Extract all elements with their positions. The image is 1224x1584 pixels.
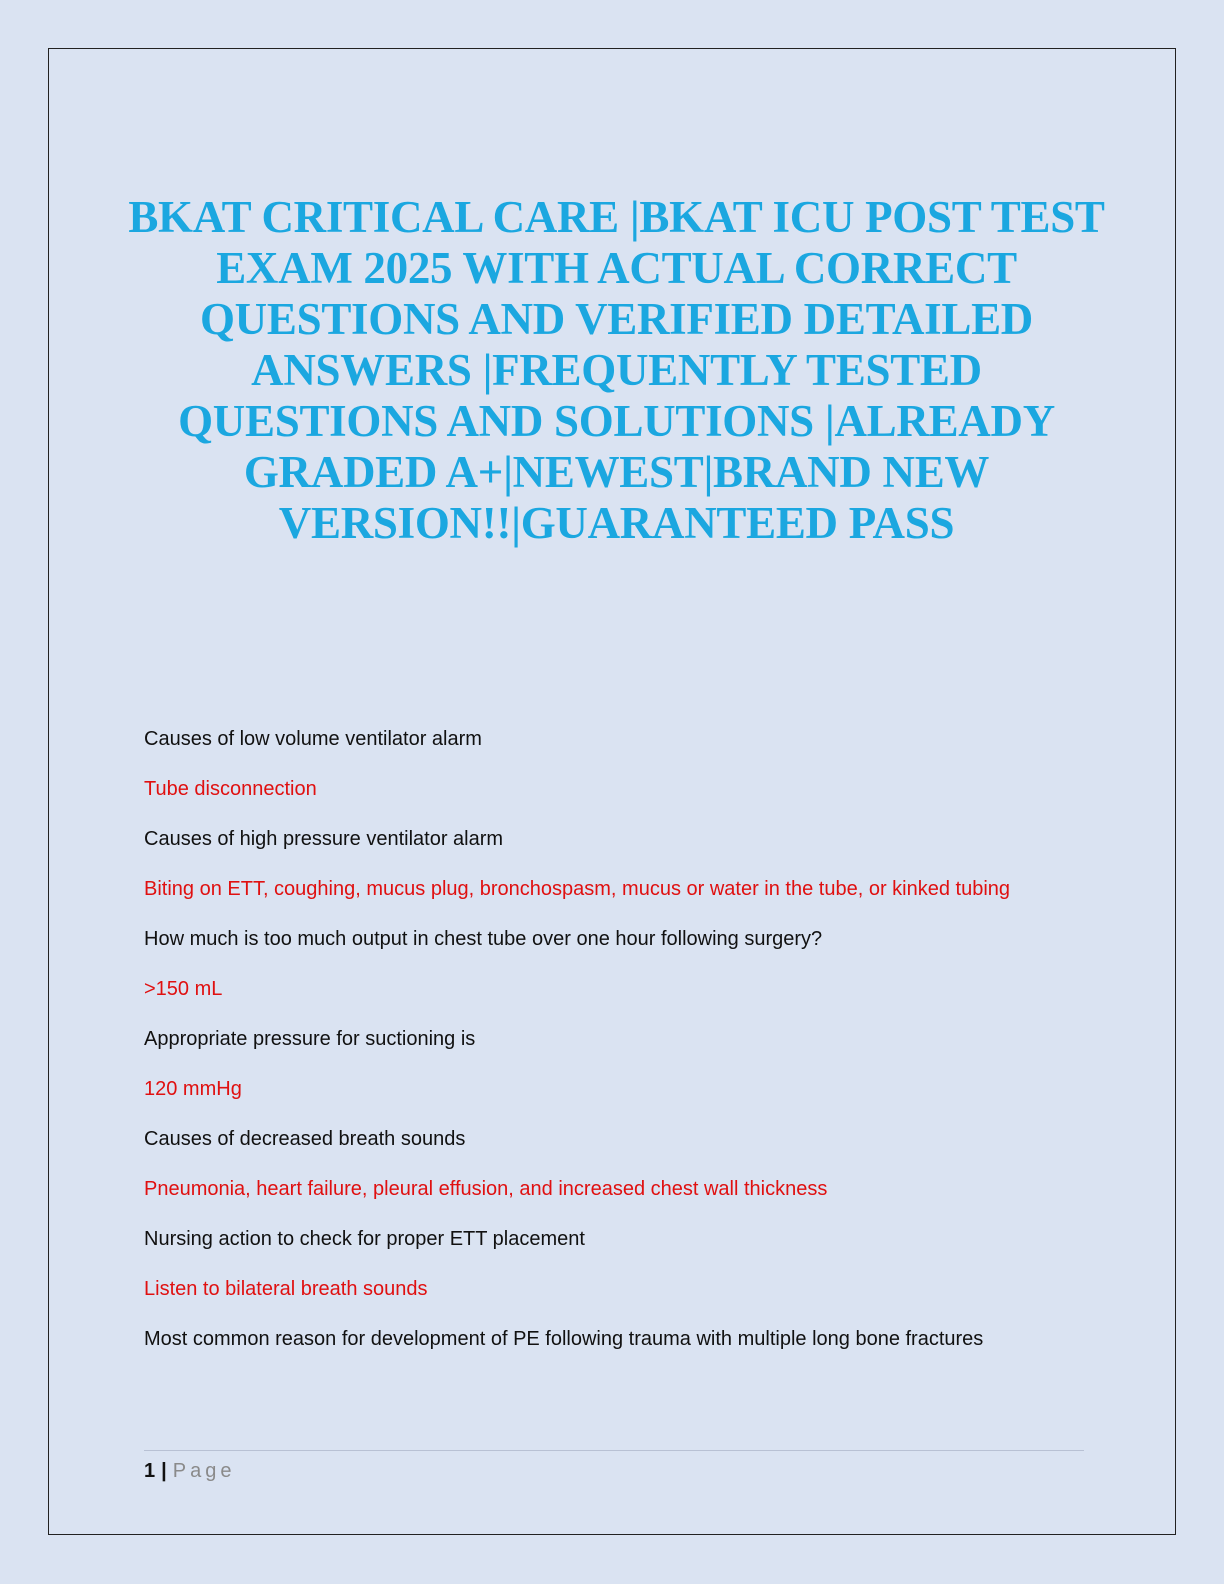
question-text: How much is too much output in chest tube over one hour following surgery? <box>144 928 823 950</box>
answer-text: >150 mL <box>144 978 223 1000</box>
question-text: Causes of high pressure ventilator alarm <box>144 828 504 850</box>
title-line: QUESTIONS AND SOLUTIONS |ALREADY <box>178 396 1055 446</box>
answer-text: Pneumonia, heart failure, pleural effusion, and increased chest wall thickness <box>144 1178 828 1200</box>
page-label: Page <box>172 1460 236 1482</box>
title-line: QUESTIONS AND VERIFIED DETAILED <box>199 294 1033 344</box>
title-line: VERSION!!|GUARANTEED PASS <box>278 498 955 548</box>
answer-text: Biting on ETT, coughing, mucus plug, bronchospasm, mucus or water in the tube, or kinked tubing <box>144 878 1011 900</box>
title-line: ANSWERS |FREQUENTLY TESTED <box>251 345 982 395</box>
page-footer <box>144 1457 235 1485</box>
answer-text: Listen to bilateral breath sounds <box>144 1278 428 1300</box>
title-line: GRADED A+|NEWEST|BRAND NEW <box>243 447 990 497</box>
answer-text: Tube disconnection <box>144 778 317 800</box>
title-line: EXAM 2025 WITH ACTUAL CORRECT <box>216 243 1017 293</box>
question-text: Causes of decreased breath sounds <box>144 1128 466 1150</box>
answer-text: 120 mmHg <box>144 1078 242 1100</box>
footer-separator: | <box>161 1460 167 1482</box>
question-text: Appropriate pressure for suctioning is <box>144 1028 476 1050</box>
question-text: Causes of low volume ventilator alarm <box>144 728 482 750</box>
qa-list <box>144 722 1044 1372</box>
question-text: Nursing action to check for proper ETT placement <box>144 1228 585 1250</box>
footer-divider <box>144 1450 1084 1451</box>
title-line: BKAT CRITICAL CARE |BKAT ICU POST TEST <box>128 192 1105 242</box>
page-number: 1 <box>144 1460 156 1482</box>
question-text: Most common reason for development of PE following trauma with multiple long bone fractures <box>144 1328 984 1350</box>
document-title <box>120 192 1113 549</box>
